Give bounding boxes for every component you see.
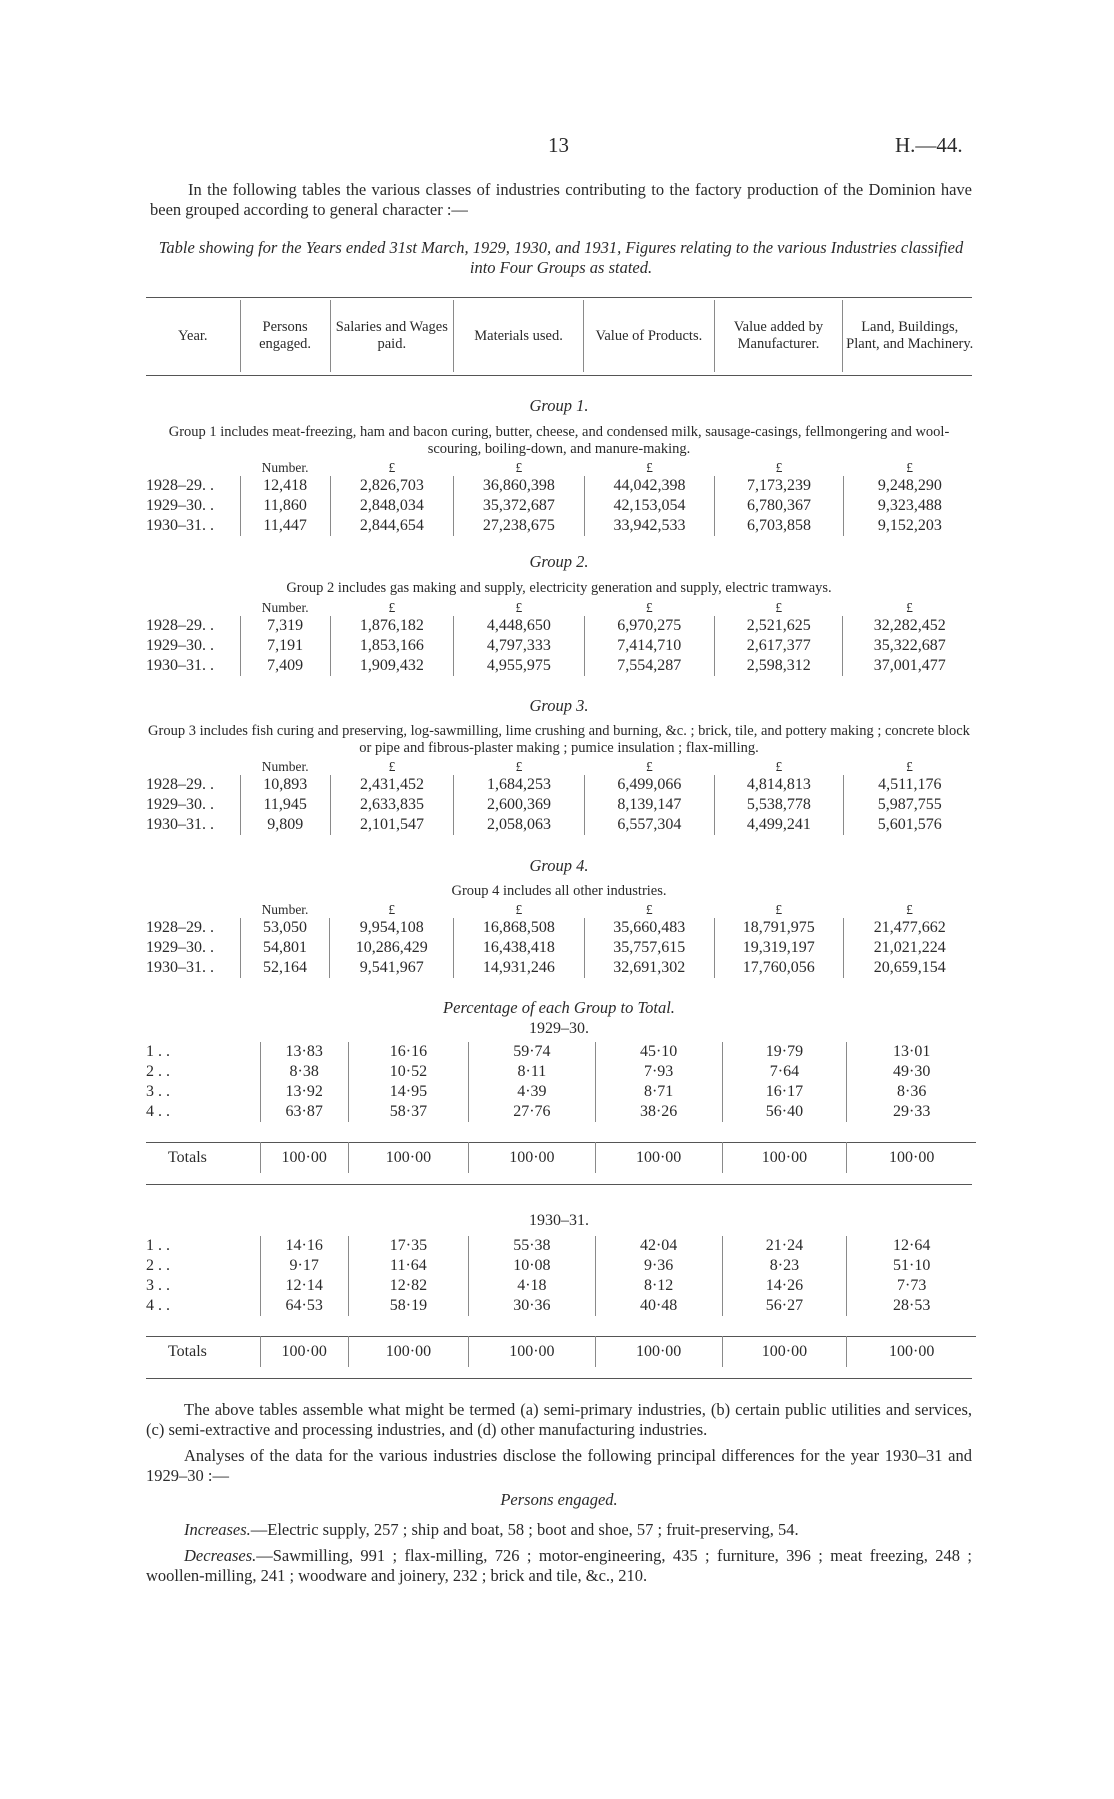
closing-paragraph-1: The above tables assemble what might be termed (a) semi-primary industries, (b) certain public utilities and services, (c) semi-extractive and processing industries, and (d) other manufacturing industries.: [146, 1400, 972, 1439]
table-top-rule: [146, 297, 972, 298]
table-row: [146, 616, 976, 636]
group-1-title: Group 1.: [529, 396, 589, 415]
cell: 1,876,182: [330, 616, 454, 636]
closing-paragraph-2: Analyses of the data for the various industries disclose the following principal differences for the year 1930–31 and 1929–30 :—: [146, 1446, 972, 1485]
row-year: 1928–29. .: [146, 776, 214, 793]
cell: 100·00: [348, 1337, 468, 1368]
group-2-description: Group 2 includes gas making and supply, electricity generation and supply, electric tramways.: [286, 580, 832, 596]
row-label: 1 . .: [146, 1043, 170, 1060]
cell: 17·35: [348, 1236, 468, 1256]
unit-label: £: [775, 600, 783, 615]
totals-label: Totals: [168, 1149, 207, 1166]
unit-label: £: [515, 902, 523, 917]
cell: 14,931,246: [454, 958, 584, 978]
table-row: [146, 938, 976, 958]
cell: 100·00: [469, 1337, 596, 1368]
cell: 100·00: [722, 1143, 847, 1174]
col-materials: Materials used.: [453, 300, 583, 372]
cell: 63·87: [260, 1102, 348, 1122]
cell: 9,152,203: [843, 516, 976, 536]
group-3-title: Group 3.: [529, 696, 589, 715]
cell: 40·48: [595, 1296, 722, 1316]
cell: 2,848,034: [330, 496, 454, 516]
table-row: [146, 636, 976, 656]
unit-label: £: [388, 902, 396, 917]
row-label: 2 . .: [146, 1257, 170, 1274]
cell: 7,173,239: [715, 476, 843, 496]
cell: 5,538,778: [715, 795, 843, 815]
cell: 4,955,975: [454, 656, 584, 676]
cell: 100·00: [722, 1337, 847, 1368]
table-bottom-rule: [146, 1378, 972, 1379]
unit-label: £: [906, 600, 913, 615]
cell: 100·00: [348, 1143, 468, 1174]
decreases-label: Decreases.: [184, 1546, 257, 1565]
table-row: [146, 775, 976, 795]
pct-table-1929-30: [146, 1042, 976, 1173]
cell: 52,164: [240, 958, 330, 978]
cell: 53,050: [240, 918, 330, 938]
table-row: [146, 1082, 976, 1102]
cell: 7,554,287: [584, 656, 714, 676]
row-year: 1929–30. .: [146, 939, 214, 956]
unit-label: £: [645, 600, 653, 615]
cell: 11,945: [240, 795, 330, 815]
unit-label: £: [906, 902, 913, 917]
cell: 33,942,533: [584, 516, 715, 536]
unit-label: £: [515, 460, 523, 475]
table-row: [146, 1062, 976, 1082]
row-year: 1928–29. .: [146, 617, 214, 634]
row-year: 1929–30. .: [146, 637, 214, 654]
unit-label: Number.: [261, 600, 309, 615]
cell: 2,617,377: [714, 636, 842, 656]
unit-label: Number.: [261, 902, 309, 917]
cell: 12·64: [847, 1236, 976, 1256]
cell: 27·76: [469, 1102, 596, 1122]
cell: 7,414,710: [584, 636, 714, 656]
row-year: 1930–31. .: [146, 657, 214, 674]
cell: 18,791,975: [715, 918, 844, 938]
percentage-title: Percentage of each Group to Total.: [443, 998, 675, 1017]
cell: 21,477,662: [843, 918, 976, 938]
cell: 4·18: [469, 1276, 596, 1296]
cell: 4,511,176: [843, 775, 976, 795]
cell: 14·16: [260, 1236, 348, 1256]
cell: 4,797,333: [454, 636, 584, 656]
cell: 14·26: [722, 1276, 847, 1296]
cell: 1,684,253: [454, 775, 584, 795]
decreases-line: [146, 1546, 972, 1586]
row-year: 1929–30. .: [146, 497, 214, 514]
totals-bottom-rule: [146, 1184, 972, 1185]
cell: 51·10: [847, 1256, 976, 1276]
cell: 64·53: [260, 1296, 348, 1316]
page-number: 13: [548, 133, 569, 157]
cell: 56·40: [722, 1102, 847, 1122]
cell: 56·27: [722, 1296, 847, 1316]
cell: 44,042,398: [584, 476, 715, 496]
cell: 21,021,224: [843, 938, 976, 958]
cell: 6,780,367: [715, 496, 843, 516]
group-1-table: [146, 460, 976, 536]
cell: 7·73: [847, 1276, 976, 1296]
cell: 10,286,429: [330, 938, 454, 958]
cell: 9,248,290: [843, 476, 976, 496]
row-label: 3 . .: [146, 1083, 170, 1100]
cell: 7,319: [240, 616, 330, 636]
cell: 58·19: [348, 1296, 468, 1316]
cell: 21·24: [722, 1236, 847, 1256]
cell: 6,970,275: [584, 616, 714, 636]
cell: 13·92: [260, 1082, 348, 1102]
cell: 1,853,166: [330, 636, 454, 656]
unit-label: £: [775, 759, 783, 774]
row-label: 4 . .: [146, 1297, 170, 1314]
cell: 100·00: [260, 1143, 348, 1174]
table-row: [146, 815, 976, 835]
unit-label: £: [906, 759, 913, 774]
cell: 32,691,302: [584, 958, 714, 978]
unit-label: £: [645, 902, 653, 917]
cell: 9,323,488: [843, 496, 976, 516]
cell: 11,860: [240, 496, 330, 516]
row-label: 4 . .: [146, 1103, 170, 1120]
row-year: 1928–29. .: [146, 477, 214, 494]
cell: 2,431,452: [330, 775, 454, 795]
cell: 9,954,108: [330, 918, 454, 938]
cell: 20,659,154: [843, 958, 976, 978]
cell: 8·38: [260, 1062, 348, 1082]
cell: 12·82: [348, 1276, 468, 1296]
cell: 100·00: [595, 1337, 722, 1368]
cell: 2,633,835: [330, 795, 454, 815]
totals-row: [146, 1143, 976, 1174]
cell: 13·83: [260, 1042, 348, 1062]
cell: 4,448,650: [454, 616, 584, 636]
cell: 9,809: [240, 815, 330, 835]
pct-year-1929-30: 1929–30.: [529, 1020, 589, 1037]
group-2-title: Group 2.: [529, 552, 589, 571]
cell: 2,844,654: [330, 516, 454, 536]
row-label: 3 . .: [146, 1277, 170, 1294]
cell: 2,826,703: [330, 476, 454, 496]
cell: 6,557,304: [584, 815, 714, 835]
cell: 4,499,241: [715, 815, 843, 835]
cell: 16,438,418: [454, 938, 584, 958]
cell: 100·00: [847, 1143, 976, 1174]
column-headings: [146, 300, 976, 372]
document-reference: H.—44.: [895, 133, 963, 157]
table-row: [146, 795, 976, 815]
col-value-products: Value of Products.: [584, 300, 714, 372]
cell: 5,987,755: [843, 795, 976, 815]
cell: 6,499,066: [584, 775, 714, 795]
table-row: [146, 1042, 976, 1062]
group-2-table: [146, 600, 976, 676]
unit-label: Number.: [261, 759, 309, 774]
col-value-added: Value added by Manufacturer.: [714, 300, 843, 372]
unit-label: £: [515, 759, 523, 774]
cell: 58·37: [348, 1102, 468, 1122]
table-row: [146, 1236, 976, 1256]
unit-label: £: [388, 460, 396, 475]
cell: 37,001,477: [843, 656, 976, 676]
cell: 2,600,369: [454, 795, 584, 815]
cell: 42,153,054: [584, 496, 715, 516]
cell: 17,760,056: [715, 958, 844, 978]
unit-label: £: [646, 759, 653, 774]
row-year: 1930–31. .: [146, 517, 214, 534]
cell: 13·01: [847, 1042, 976, 1062]
cell: 9·36: [595, 1256, 722, 1276]
row-year: 1929–30. .: [146, 796, 214, 813]
cell: 11,447: [240, 516, 330, 536]
table-row: [146, 1102, 976, 1122]
group-3-table: [146, 759, 976, 835]
cell: 32,282,452: [843, 616, 976, 636]
intro-paragraph: In the following tables the various classes of industries contributing to the factory production of the Dominion have been grouped according to general character :—: [150, 180, 972, 219]
cell: 10·08: [469, 1256, 596, 1276]
table-row: [146, 1276, 976, 1296]
cell: 7,409: [240, 656, 330, 676]
cell: 16,868,508: [454, 918, 584, 938]
unit-label: Number.: [261, 460, 309, 475]
col-salaries: Salaries and Wages paid.: [330, 300, 453, 372]
increases-text: —Electric supply, 257 ; ship and boat, 58 ; boot and shoe, 57 ; fruit-preserving, 54.: [250, 1520, 799, 1539]
cell: 5,601,576: [843, 815, 976, 835]
cell: 19,319,197: [715, 938, 844, 958]
cell: 14·95: [348, 1082, 468, 1102]
table-row: [146, 476, 976, 496]
cell: 4,814,813: [715, 775, 843, 795]
cell: 8·23: [722, 1256, 847, 1276]
cell: 10·52: [348, 1062, 468, 1082]
cell: 35,322,687: [843, 636, 976, 656]
cell: 8·11: [469, 1062, 596, 1082]
pct-year-1930-31: 1930–31.: [529, 1212, 589, 1229]
table-row: [146, 958, 976, 978]
cell: 36,860,398: [454, 476, 585, 496]
cell: 55·38: [469, 1236, 596, 1256]
pct-table-1930-31: [146, 1236, 976, 1367]
row-year: 1930–31. .: [146, 959, 214, 976]
table-row: [146, 496, 976, 516]
table-row: [146, 656, 976, 676]
cell: 2,058,063: [454, 815, 584, 835]
cell: 8,139,147: [584, 795, 714, 815]
group-3-description: Group 3 includes fish curing and preserving, log-sawmilling, lime crushing and burning, &c. ; brick, tile, and pottery making ; concrete block or pipe and fibrous-plaster making ; pumice insulation ; flax-milling.: [148, 723, 970, 756]
increases-line: [146, 1520, 972, 1540]
cell: 2,598,312: [714, 656, 842, 676]
unit-label: £: [388, 759, 396, 774]
cell: 16·16: [348, 1042, 468, 1062]
cell: 2,521,625: [714, 616, 842, 636]
table-row: [146, 1296, 976, 1316]
cell: 29·33: [847, 1102, 976, 1122]
cell: 7·93: [595, 1062, 722, 1082]
table-row: [146, 1256, 976, 1276]
cell: 19·79: [722, 1042, 847, 1062]
group-4-title: Group 4.: [529, 856, 589, 875]
cell: 12,418: [240, 476, 330, 496]
cell: 59·74: [469, 1042, 596, 1062]
cell: 1,909,432: [330, 656, 454, 676]
cell: 100·00: [469, 1143, 596, 1174]
persons-engaged-heading: Persons engaged.: [500, 1490, 618, 1509]
table-row: [146, 516, 976, 536]
cell: 27,238,675: [454, 516, 585, 536]
unit-label: £: [515, 600, 523, 615]
totals-row: [146, 1337, 976, 1368]
row-label: 2 . .: [146, 1063, 170, 1080]
cell: 6,703,858: [715, 516, 843, 536]
cell: 7,191: [240, 636, 330, 656]
table-row: [146, 918, 976, 938]
cell: 11·64: [348, 1256, 468, 1276]
cell: 35,372,687: [454, 496, 585, 516]
group-1-description: Group 1 includes meat-freezing, ham and bacon curing, butter, cheese, and condensed milk, sausage-casings, fellmongering and wool-scouring, boiling-down, and manure-making.: [168, 424, 950, 457]
unit-label: £: [388, 600, 396, 615]
cell: 100·00: [847, 1337, 976, 1368]
cell: 100·00: [595, 1143, 722, 1174]
cell: 16·17: [722, 1082, 847, 1102]
row-year: 1930–31. .: [146, 816, 214, 833]
cell: 9,541,967: [330, 958, 454, 978]
cell: 10,893: [240, 775, 330, 795]
unit-label: £: [775, 902, 783, 917]
cell: 28·53: [847, 1296, 976, 1316]
cell: 7·64: [722, 1062, 847, 1082]
increases-label: Increases.: [184, 1520, 251, 1539]
cell: 38·26: [595, 1102, 722, 1122]
cell: 2,101,547: [330, 815, 454, 835]
cell: 8·71: [595, 1082, 722, 1102]
group-4-table: [146, 902, 976, 978]
row-label: 1 . .: [146, 1237, 170, 1254]
cell: 9·17: [260, 1256, 348, 1276]
cell: 45·10: [595, 1042, 722, 1062]
cell: 8·12: [595, 1276, 722, 1296]
unit-label: £: [775, 460, 783, 475]
heading-bottom-rule: [146, 375, 972, 376]
decreases-text: —Sawmilling, 991 ; flax-milling, 726 ; motor-engineering, 435 ; furniture, 396 ; meat freezing, 248 ; woollen-milling, 241 ; woodware and joinery, 232 ; brick and tile, &c., 210.: [146, 1546, 972, 1585]
cell: 49·30: [847, 1062, 976, 1082]
unit-label: £: [906, 460, 913, 475]
col-year: Year.: [177, 327, 208, 344]
cell: 12·14: [260, 1276, 348, 1296]
totals-label: Totals: [168, 1343, 207, 1360]
group-4-description: Group 4 includes all other industries.: [451, 883, 667, 899]
cell: 30·36: [469, 1296, 596, 1316]
cell: 100·00: [260, 1337, 348, 1368]
unit-label: £: [646, 460, 653, 475]
cell: 4·39: [469, 1082, 596, 1102]
cell: 54,801: [240, 938, 330, 958]
row-year: 1928–29. .: [146, 919, 214, 936]
col-land: Land, Buildings, Plant, and Machinery.: [843, 300, 976, 372]
cell: 8·36: [847, 1082, 976, 1102]
cell: 35,757,615: [584, 938, 714, 958]
cell: 42·04: [595, 1236, 722, 1256]
col-persons: Persons engaged.: [240, 300, 330, 372]
table-title: Table showing for the Years ended 31st March, 1929, 1930, and 1931, Figures relating to the various Industries classified into Four Groups as stated.: [158, 238, 964, 277]
cell: 35,660,483: [584, 918, 714, 938]
